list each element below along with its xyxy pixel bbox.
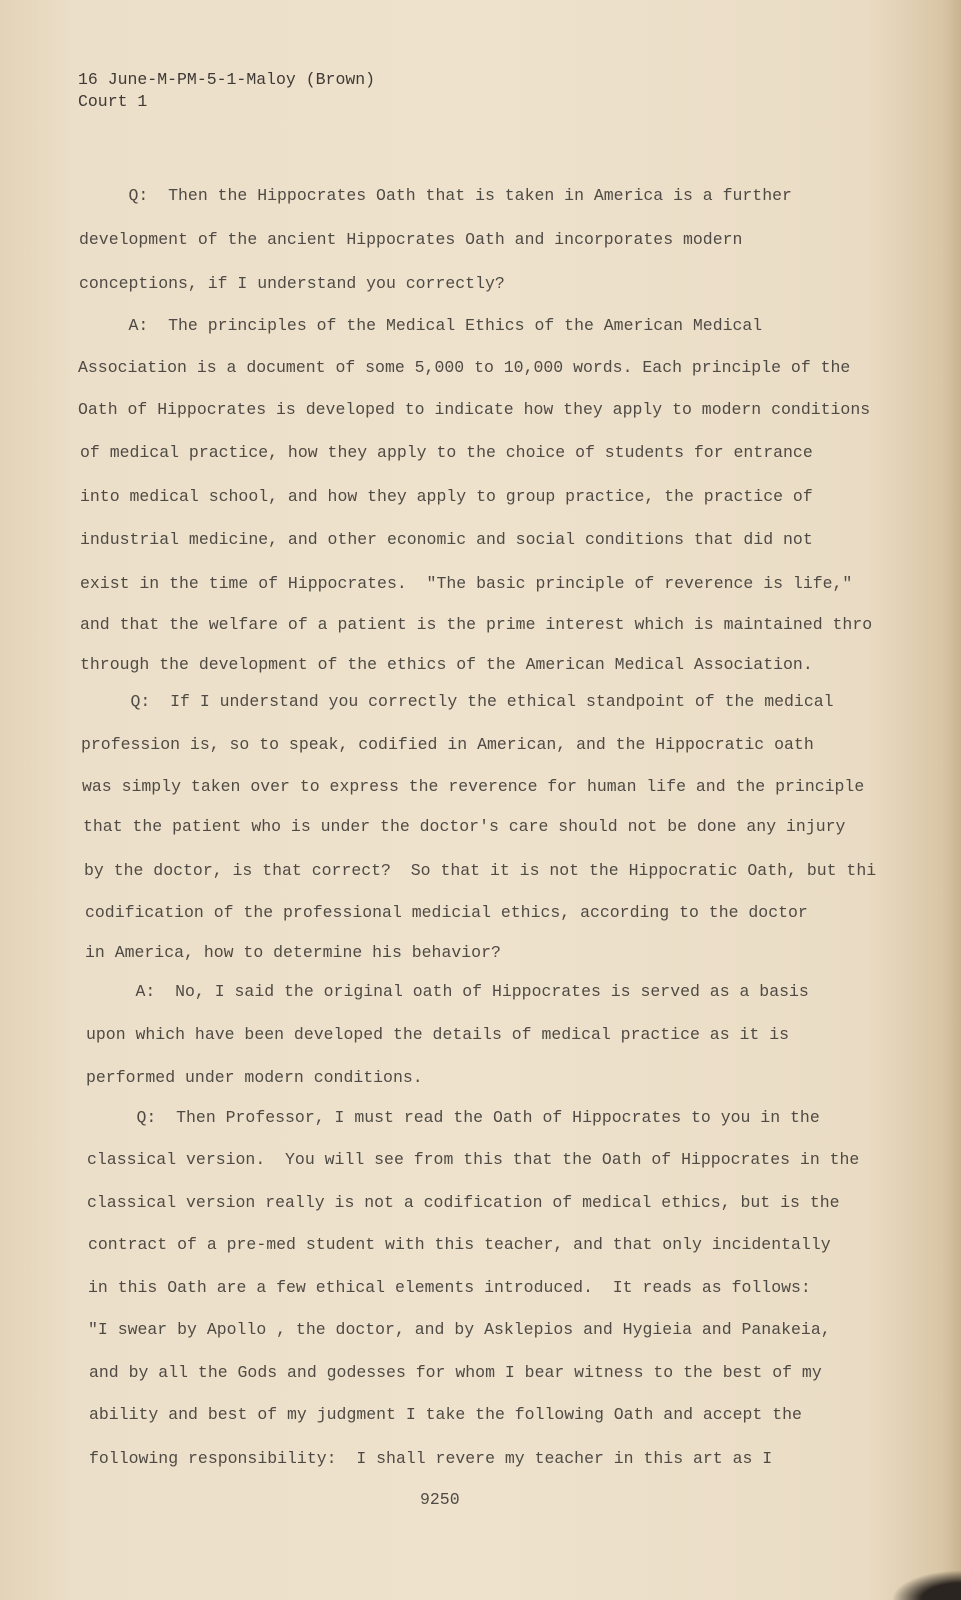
transcript-line: of medical practice, how they apply to the choice of students for entrance [80, 443, 813, 462]
transcript-line: contract of a pre-med student with this teacher, and that only incidentally [88, 1235, 831, 1254]
transcript-line: Q: Then Professor, I must read the Oath of Hippocrates to you in the [87, 1108, 820, 1127]
transcript-line: in America, how to determine his behavior? [85, 943, 501, 962]
transcript-line: in this Oath are a few ethical elements introduced. It reads as follows: [88, 1278, 811, 1297]
transcript-line: through the development of the ethics of the American Medical Association. [80, 655, 813, 674]
transcript-line: Association is a document of some 5,000 to 10,000 words. Each principle of the [78, 358, 851, 377]
transcript-line: following responsibility: I shall revere my teacher in this art as I [89, 1449, 773, 1468]
transcript-line: Oath of Hippocrates is developed to indicate how they apply to modern conditions [78, 400, 871, 419]
transcript-line: Q: Then the Hippocrates Oath that is taken in America is a further [79, 186, 792, 205]
transcript-line: profession is, so to speak, codified in American, and the Hippocratic oath [81, 735, 814, 754]
transcript-line: into medical school, and how they apply to group practice, the practice of [80, 487, 813, 506]
transcript-line: A: The principles of the Medical Ethics of the American Medical [79, 316, 763, 335]
transcript-line: upon which have been developed the details of medical practice as it is [86, 1025, 790, 1044]
transcript-line: ability and best of my judgment I take the following Oath and accept the [89, 1405, 802, 1424]
transcript-line: and that the welfare of a patient is the prime interest which is maintained thro [80, 615, 873, 634]
transcript-line: Q: If I understand you correctly the ethical standpoint of the medical [81, 692, 834, 711]
transcript-line: and by all the Gods and godesses for whom I bear witness to the best of my [89, 1363, 822, 1382]
transcript-line: classical version. You will see from this that the Oath of Hippocrates in the [87, 1150, 860, 1169]
transcript-line: that the patient who is under the doctor's care should not be done any injury [83, 817, 846, 836]
transcript-line: codification of the professional medicial ethics, according to the doctor [85, 903, 808, 922]
transcript-line: performed under modern conditions. [86, 1068, 423, 1087]
header-line-1: 16 June-M-PM-5-1-Maloy (Brown) [78, 70, 376, 89]
transcript-line: exist in the time of Hippocrates. "The basic principle of reverence is life," [80, 574, 853, 593]
page-corner-shadow [891, 1570, 961, 1600]
transcript-line: classical version really is not a codification of medical ethics, but is the [87, 1193, 840, 1212]
transcript-line: was simply taken over to express the reverence for human life and the principle [82, 777, 865, 796]
header-line-2: Court 1 [78, 92, 148, 111]
transcript-line: "I swear by Apollo , the doctor, and by Asklepios and Hygieia and Panakeia, [88, 1320, 831, 1339]
transcript-line: A: No, I said the original oath of Hippocrates is served as a basis [86, 982, 809, 1001]
page-number: 9250 [420, 1490, 460, 1509]
transcript-line: by the doctor, is that correct? So that it is not the Hippocratic Oath, but thi [84, 861, 877, 880]
transcript-line: industrial medicine, and other economic and social conditions that did not [80, 530, 813, 549]
transcript-line: conceptions, if I understand you correctly? [79, 274, 505, 293]
transcript-line: development of the ancient Hippocrates Oath and incorporates modern [79, 230, 743, 249]
